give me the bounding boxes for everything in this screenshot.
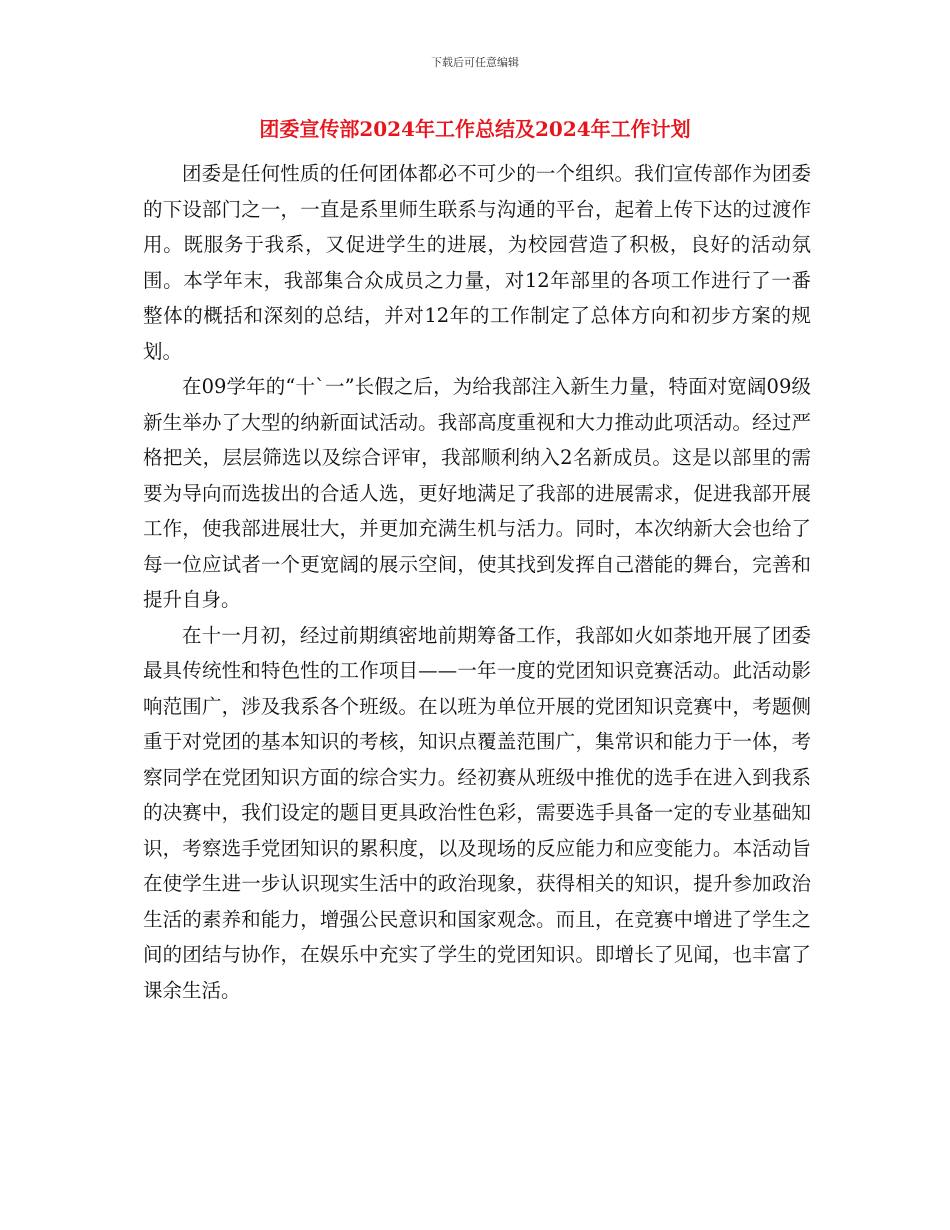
paragraph-1: 团委是任何性质的任何团体都必不可少的一个组织。我们宣传部作为团委的下设部门之一，一直是系里师生联系与沟通的平台，起着上传下达的过渡作用。既服务于我系，又促进学生的进展，为校园营造了积极，良好的活动氛围。本学年末，我部集合众成员之力量，对12年部里的各项工作进行了一番整体的概括和深刻的总结，并对12年的工作制定了总体方向和初步方案的规划。 <box>143 162 811 363</box>
document-title: 团委宣传部2024年工作总结及2024年工作计划 <box>259 117 691 141</box>
paragraph-2: 在09学年的“十`一”长假之后，为给我部注入新生力量，特面对宽阔09级新生举办了大型的纳新面试活动。我部高度重视和大力推动此项活动。经过严格把关，层层筛选以及综合评审，我部顺利纳入2名新成员。这是以部里的需要为导向而选拔出的合适人选，更好地满足了我部的进展需求，促进我部开展工作，使我部进展壮大，并更加充满生机与活力。同时，本次纳新大会也给了每一位应试者一个更宽阔的展示空间，使其找到发挥自己潜能的舞台，完善和提升自身。 <box>143 375 811 611</box>
page-header: 下载后可任意编辑 <box>431 56 519 69</box>
document-body <box>143 156 811 1008</box>
paragraph-3: 在十一月初，经过前期缜密地前期筹备工作，我部如火如荼地开展了团委最具传统性和特色性的工作项目——一年一度的党团知识竞赛活动。此活动影响范围广，涉及我系各个班级。在以班为单位开展的党团知识竞赛中，考题侧重于对党团的基本知识的考核，知识点覆盖范围广，集常识和能力于一体，考察同学在党团知识方面的综合实力。经初赛从班级中推优的选手在进入到我系的决赛中，我们设定的题目更具政治性色彩，需要选手具备一定的专业基础知识，考察选手党团知识的累积度，以及现场的反应能力和应变能力。本活动旨在使学生进一步认识现实生活中的政治现象，获得相关的知识，提升参加政治生活的素养和能力，增强公民意识和国家观念。而且，在竞赛中增进了学生之间的团结与协作，在娱乐中充实了学生的党团知识。即增长了见闻，也丰富了课余生活。 <box>143 623 811 1002</box>
